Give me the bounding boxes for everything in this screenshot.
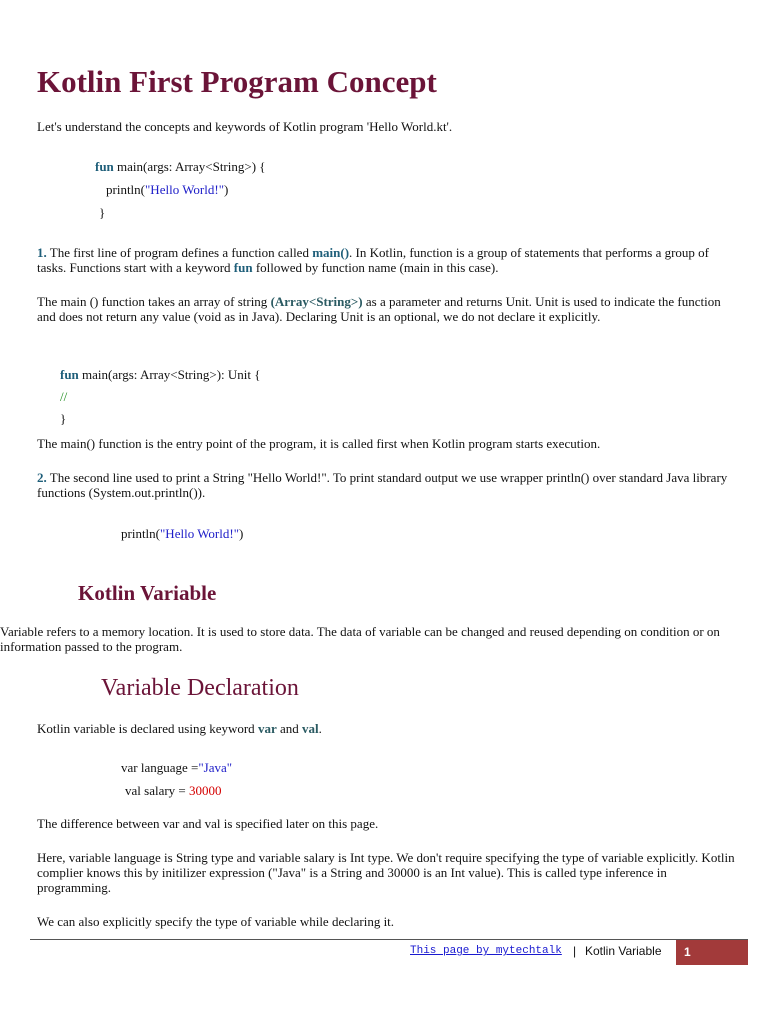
code-paren: )	[224, 182, 229, 197]
keyword-var: var	[257, 721, 277, 736]
code4-text: val salary =	[125, 783, 190, 798]
paragraph-main-function	[37, 245, 737, 275]
list-number-1: 1.	[37, 245, 47, 260]
text-span: The first line of program defines a function called	[46, 245, 313, 260]
heading-kotlin-variable: Kotlin Variable	[78, 581, 217, 605]
code4-string: "Java"	[198, 760, 233, 775]
keyword-fun-2: fun	[60, 367, 79, 382]
code3-string: "Hello World!"	[160, 526, 240, 541]
footer-link[interactable]: This page by mytechtalk	[410, 945, 562, 957]
code-signature: main(args: Array<String>) {	[113, 159, 266, 174]
code2-close: }	[60, 411, 67, 426]
paragraph-explicit-type: We can also explicitly specify the type of variable while declaring it.	[37, 914, 395, 929]
list-number-2: 2.	[37, 470, 47, 485]
page-title: Kotlin First Program Concept	[37, 64, 437, 99]
page-number-badge: 1	[676, 940, 748, 965]
code-line-fun-main	[95, 159, 266, 174]
code4-text: var language =	[121, 760, 199, 775]
code4-val-salary	[125, 783, 222, 798]
text-span: . In Kotlin, function is a group of statements that performs a group of tasks. Functions start with a keyword	[37, 245, 709, 275]
code-string: "Hello World!"	[145, 182, 225, 197]
paragraph-var-val	[37, 721, 322, 736]
code3-call: println(	[121, 526, 160, 541]
code-call: println(	[106, 182, 145, 197]
intro-text: Let's understand the concepts and keywords of Kotlin program 'Hello World.kt'.	[37, 119, 453, 134]
code2-comment: //	[60, 389, 68, 404]
code3-println	[121, 526, 243, 541]
text-span: as a parameter and returns Unit. Unit is used to indicate the function and does not return any value (void as in Java). Declaring Unit is an optional, we do not declare it explicitly.	[37, 294, 721, 324]
footer-separator: |	[573, 944, 577, 958]
text-span: and	[276, 721, 302, 736]
text-span: followed by function name (main in this case).	[252, 260, 499, 275]
code-line-println	[106, 182, 228, 197]
footer-section-title: Kotlin Variable	[585, 944, 662, 958]
code2-line-fun-main	[60, 367, 261, 382]
text-span: Kotlin variable is declared using keyword	[37, 721, 258, 736]
keyword-val: val	[302, 721, 319, 736]
keyword-fun-inline: fun	[233, 260, 253, 275]
heading-variable-declaration: Variable Declaration	[101, 675, 299, 701]
text-span: The second line used to print a String "Hello World!". To print standard output we use wrapper println() over standard Java library functions (System.out.println()).	[37, 470, 728, 500]
keyword-fun: fun	[95, 159, 114, 174]
paragraph-variable-definition: Variable refers to a memory location. It is used to store data. The data of variable can be changed and reused depending on condition or on information passed to the program.	[0, 624, 720, 654]
code-line-close: }	[99, 205, 106, 220]
paragraph-difference: The difference between var and val is specified later on this page.	[37, 816, 379, 831]
keyword-main: main()	[312, 245, 350, 260]
paragraph-type-inference: Here, variable language is String type and variable salary is Int type. We don't require specifying the type of variable explicitly. Kotlin complier knows this by initilizer expression ("Java" is a String and 30000 is an Int value). This is called type inference in programming.	[37, 850, 735, 895]
keyword-array-string: (Array<String>)	[270, 294, 363, 309]
code3-paren: )	[239, 526, 244, 541]
code4-number: 30000	[189, 783, 222, 798]
text-span: The main () function takes an array of string	[37, 294, 271, 309]
code4-var-language	[121, 760, 232, 775]
text-span: .	[318, 721, 322, 736]
code2-signature: main(args: Array<String>): Unit {	[78, 367, 261, 382]
paragraph-println	[37, 470, 737, 500]
footer-divider	[30, 939, 748, 940]
paragraph-array-param	[37, 294, 737, 324]
paragraph-entry-point: The main() function is the entry point of the program, it is called first when Kotlin program starts execution.	[37, 436, 601, 451]
